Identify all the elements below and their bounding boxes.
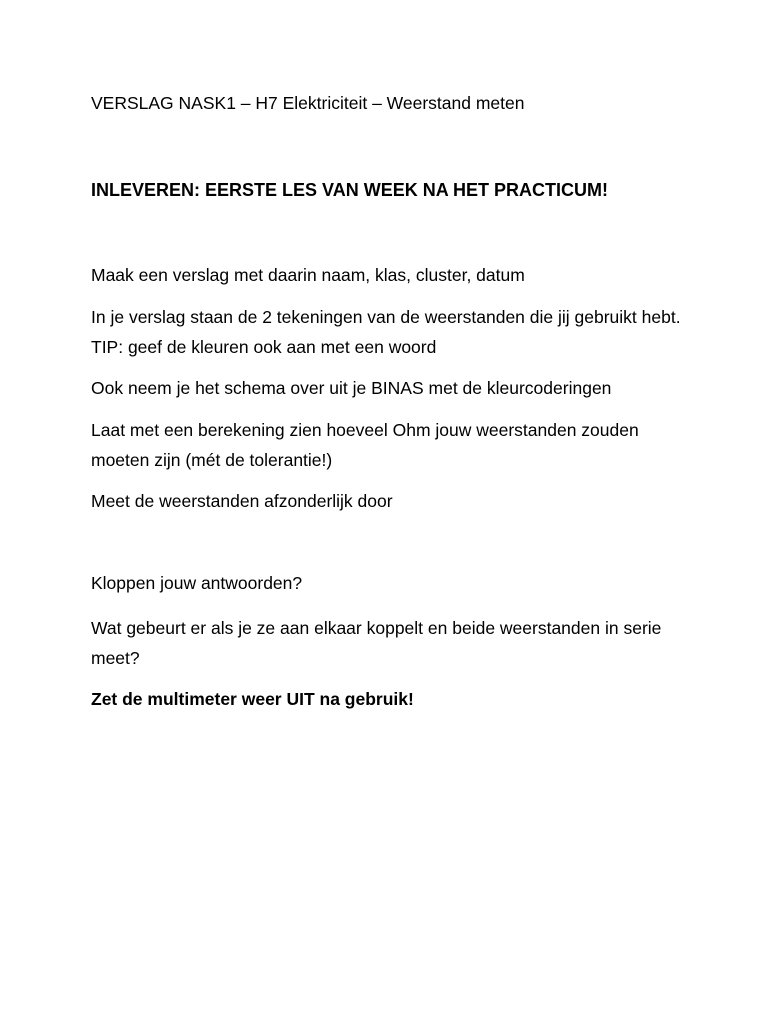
question-item: Kloppen jouw antwoorden? [91, 573, 303, 593]
instruction-item: Meet de weerstanden afzonderlijk door [91, 491, 393, 511]
document-title: VERSLAG NASK1 – H7 Elektriciteit – Weerstand meten [91, 93, 525, 113]
instruction-item: Maak een verslag met daarin naam, klas, cluster, datum [91, 265, 525, 285]
instruction-item: In je verslag staan de 2 tekeningen van de weerstanden die jij gebruikt hebt. TIP: geef de kleuren ook aan met een woord [91, 307, 681, 357]
instruction-item: Laat met een berekening zien hoeveel Ohm jouw weerstanden zouden moeten zijn (mét de tolerantie!) [91, 420, 639, 470]
question-item: Wat gebeurt er als je ze aan elkaar koppelt en beide weerstanden in serie meet? [91, 618, 662, 668]
instruction-item: Ook neem je het schema over uit je BINAS met de kleurcoderingen [91, 378, 612, 398]
warning-note: Zet de multimeter weer UIT na gebruik! [91, 689, 414, 709]
deadline-heading: INLEVEREN: EERSTE LES VAN WEEK NA HET PRACTICUM! [91, 180, 609, 200]
